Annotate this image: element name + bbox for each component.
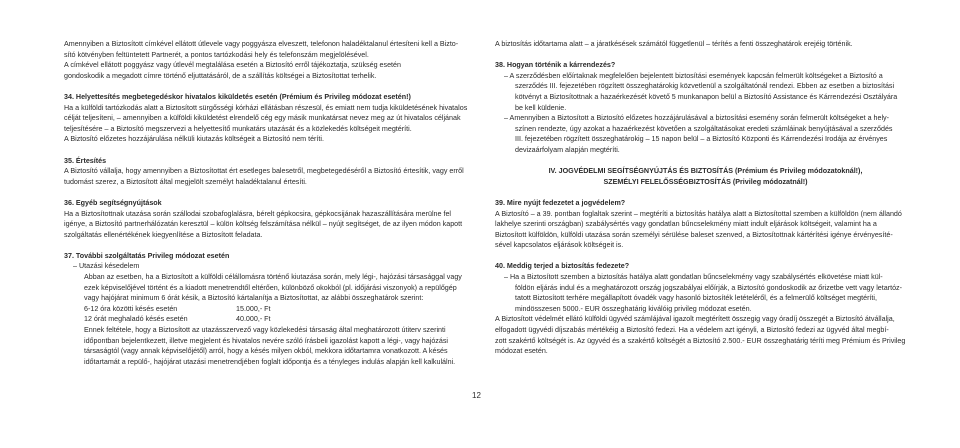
body-line: mindösszesen 5000.- EUR összeghatárig kiválóig privileg módozat esetén. — [515, 304, 752, 313]
body-line: földön eljárás indul és a meghatározott ország jogszabályai előírják, a Biztosító gondoskodik az őrizetbe vett vagy letartóz- — [515, 283, 902, 292]
body-line: kötvényt a Biztosítottnak a hazaérkezését követő 5 munkanapon belül a Biztosító Assistance és Kárrendezési Osztályára — [515, 92, 898, 101]
body-line: társaságtól (vagy annak képviselőjétől) arról, hogy a késés milyen okból, mekkora időtartamra vonatkozott. A késés — [84, 347, 448, 356]
body-line: III. fejezetében rögzített összeghatárokig – 15 napon belül – a Biztosító Központi és Kárrendezési Irodája az érvényes — [515, 135, 888, 144]
body-line: zott szakértő költségét is. Az ügyvéd és a szakértő költségét a Biztosító 2.500.- EUR összeghatárig téríti meg Prémium és Privileg — [495, 336, 906, 345]
intro-line: A címkével ellátott poggyász vagy útlevél megtalálása esetén a Biztosító erről tájékoztatja, szükség esetén — [64, 61, 401, 70]
section-36-title: 36. Egyéb segítségnyújtások — [64, 198, 162, 207]
section-39-title: 39. Mire nyújt fedezetet a jogvédelem? — [495, 198, 626, 207]
body-line: módozat esetén. — [495, 347, 548, 356]
body-line: szerződés III. fejezetében rögzített összeghatárokig közvetlenül a szolgáltatónál rendezi. Ebben az esetben a biztosítási — [515, 82, 895, 91]
delay-label: 6-12 óra közötti késés esetén — [84, 304, 178, 313]
intro-line: Amennyiben a Biztosított címkével ellátott útlevele vagy poggyásza elveszett, telefonon haladéktalanul értesíteni kell a Bizto- — [64, 40, 459, 48]
body-line: devizaárfolyam alapján megtéríti. — [515, 145, 620, 154]
body-line: teljesítésére – a Biztosító megszervezi a helyettesítő munkatárs utazását és a közlekedés költségeit megtéríti. — [64, 124, 412, 133]
body-line: lakhelye szerinti országban) szabálysértés vagy gondatlan bűncselekmény miatt indult eljárások költségeit, valamint ha a — [495, 220, 877, 229]
body-line: – Ha a Biztosított szemben a biztosítás hatálya alatt gondatlan bűncselekmény vagy szabálysértés elkövetése miatt kül- — [504, 273, 883, 282]
body-line: ezek képviselőjével történt és a kiadott menetrendtől eltérően, különböző okokból (pl. időjárási viszonyok) a repülőgép — [84, 283, 457, 292]
intro-line: gondoskodik a megadott címre történő eljuttatásáról, de a szállítás költségei a Biztosítottat terhelik. — [64, 71, 377, 80]
chapter-title: SZEMÉLYI FELELŐSSÉGBIZTOSÍTÁS (Privileg módozatnál!) — [603, 177, 808, 186]
body-line: Biztosított külföldön, külföldi utazása során személyi sérülése baleset szenved, a Biztosítottnak kártérítési igénye érvényesíté- — [495, 230, 893, 239]
body-line: időtartamát a repülő-, hajójárat utazási menetrendjében foglalt időpontja és a tényleges indulás alapján kell kalkulálni. — [84, 357, 456, 366]
section-37-subtitle: – Utazási késedelem — [73, 262, 140, 271]
body-line: A Biztosító előzetes hozzájárulása nélküli kiutazás költségeit a Biztosító nem téríti. — [64, 135, 324, 144]
body-line: igénye, a Biztosító partnerhálózatán keresztül – külön költség felszámítása nélkül – nyújt segítséget, de az ilyen módon kapott — [64, 220, 463, 229]
body-line: – A szerződésben előírtaknak megfelelően bejelentett biztosítási események kapcsán felmerült költségeket a Biztosító a — [504, 71, 883, 80]
intro-line: sító kötvényben feltüntetett Partnerét, a pontos tartózkodási hely és telefonszám megjelölésével. — [64, 50, 369, 59]
body-line: A Biztosító – a 39. pontban foglaltak szerint – megtéríti a biztosítás hatálya alatt a Biztosítottal szemben a külföldön (nem állandó — [495, 209, 902, 218]
body-line: Abban az esetben, ha a Biztosított a külföldi célállomásra történő kiutazása során, mely légi-, hajózási társasággal vagy — [84, 273, 462, 282]
body-line: A Biztosított védelmét ellátó külföldi ügyvéd számlájával igazolt megtérített összegig vagy óradíj összegét a Biztosító átvállalja, — [495, 315, 895, 324]
right-column — [495, 39, 916, 357]
body-line: Ennek feltétele, hogy a Biztosított az utazásszervező vagy közlekedési társaság által meghatározott útiterv szerinti — [84, 326, 446, 335]
body-line: szolgáltatás ellenértékének kiegyenlítése a Biztosított feladata. — [64, 230, 263, 239]
body-line: színen rendezte, úgy azokat a hazaérkezést követően a szolgáltatásokat eredeti számláinak benyújtásával a szerződés — [515, 124, 893, 133]
section-40-title: 40. Meddig terjed a biztosítás fedezete? — [495, 262, 630, 271]
body-line: időpontban bejelentkezett, illetve megjelent és hivatalos nevére szóló írásbeli igazolást kapott a légi-, vagy hajózási — [84, 336, 448, 345]
delay-value: 15.000,- Ft — [236, 304, 271, 313]
body-line: Ha a külföldi tartózkodás alatt a Biztosított sürgősségi kórházi ellátásban részesül, és emiatt nem tudja kiküldetésének hivatalos — [64, 103, 468, 112]
delay-row — [64, 304, 476, 315]
page-number: 12 — [472, 391, 481, 400]
body-line: elfogadott ügyvédi díjszabás mértékéig a Biztosító fedezi. Ha a védelem azt igényli, a Biztosító fedezi az ügyvéd által megbí- — [495, 326, 889, 335]
chapter-title: IV. JOGVÉDELMI SEGÍTSÉGNYÚJTÁS ÉS BIZTOSÍTÁS (Prémium és Privileg módozatoknál!), — [548, 167, 863, 176]
delay-row — [64, 314, 476, 325]
body-line: – Amennyiben a Biztosított a Biztosító előzetes hozzájárulásával a biztosítási esemény során felmerült költségeket a hely- — [504, 114, 890, 123]
body-line: A biztosítás időtartama alatt – a járatkésések számától függetlenül – térítés a fenti összeghatárok erejéig történik. — [495, 40, 853, 48]
body-line: sével kapcsolatos eljárások költségeit is. — [495, 241, 624, 250]
left-column — [64, 39, 476, 367]
body-line: tudomást szerez, a Biztosított által megjelölt személyt haladéktalanul értesíti. — [64, 177, 307, 186]
delay-value: 40.000,- Ft — [236, 315, 271, 324]
body-line: A Biztosító vállalja, hogy amennyiben a Biztosítottat ért esetleges balesetről, megbetegedéséről a Biztosító értesítik, vagy erről — [64, 167, 464, 176]
section-35-title: 35. Értesítés — [64, 156, 107, 165]
section-34-title: 34. Helyettesítés megbetegedéskor hivatalos kiküldetés esetén (Prémium és Privileg módozat esetén!) — [64, 92, 411, 101]
body-line: vagy hajójárat minimum 6 órát késik, a Biztosító kártalanítja a Biztosítottat, az alábbi összeghatárok szerint: — [84, 294, 424, 303]
body-line: tatott Biztosított terhére megállapított óvadék vagy hasonló biztosíték letételéről, és a felmerülő költséget megtéríti, — [515, 294, 877, 303]
body-line: be kell küldenie. — [515, 103, 567, 112]
delay-label: 12 órát meghaladó késés esetén — [84, 315, 188, 324]
body-line: Ha a Biztosítottnak utazása során szállodai szobafoglalásra, bérelt gépkocsira, gépkocsijának hazaszállítására merülne fel — [64, 209, 451, 218]
body-line: célját teljesíteni, – amennyiben a külföldi kiküldetést elrendelő cég egy másik munkatársat nevez meg az út hivatalos céljának — [64, 114, 461, 123]
section-38-title: 38. Hogyan történik a kárrendezés? — [495, 61, 616, 70]
section-37-title: 37. További szolgáltatás Privileg módozat esetén — [64, 251, 230, 260]
